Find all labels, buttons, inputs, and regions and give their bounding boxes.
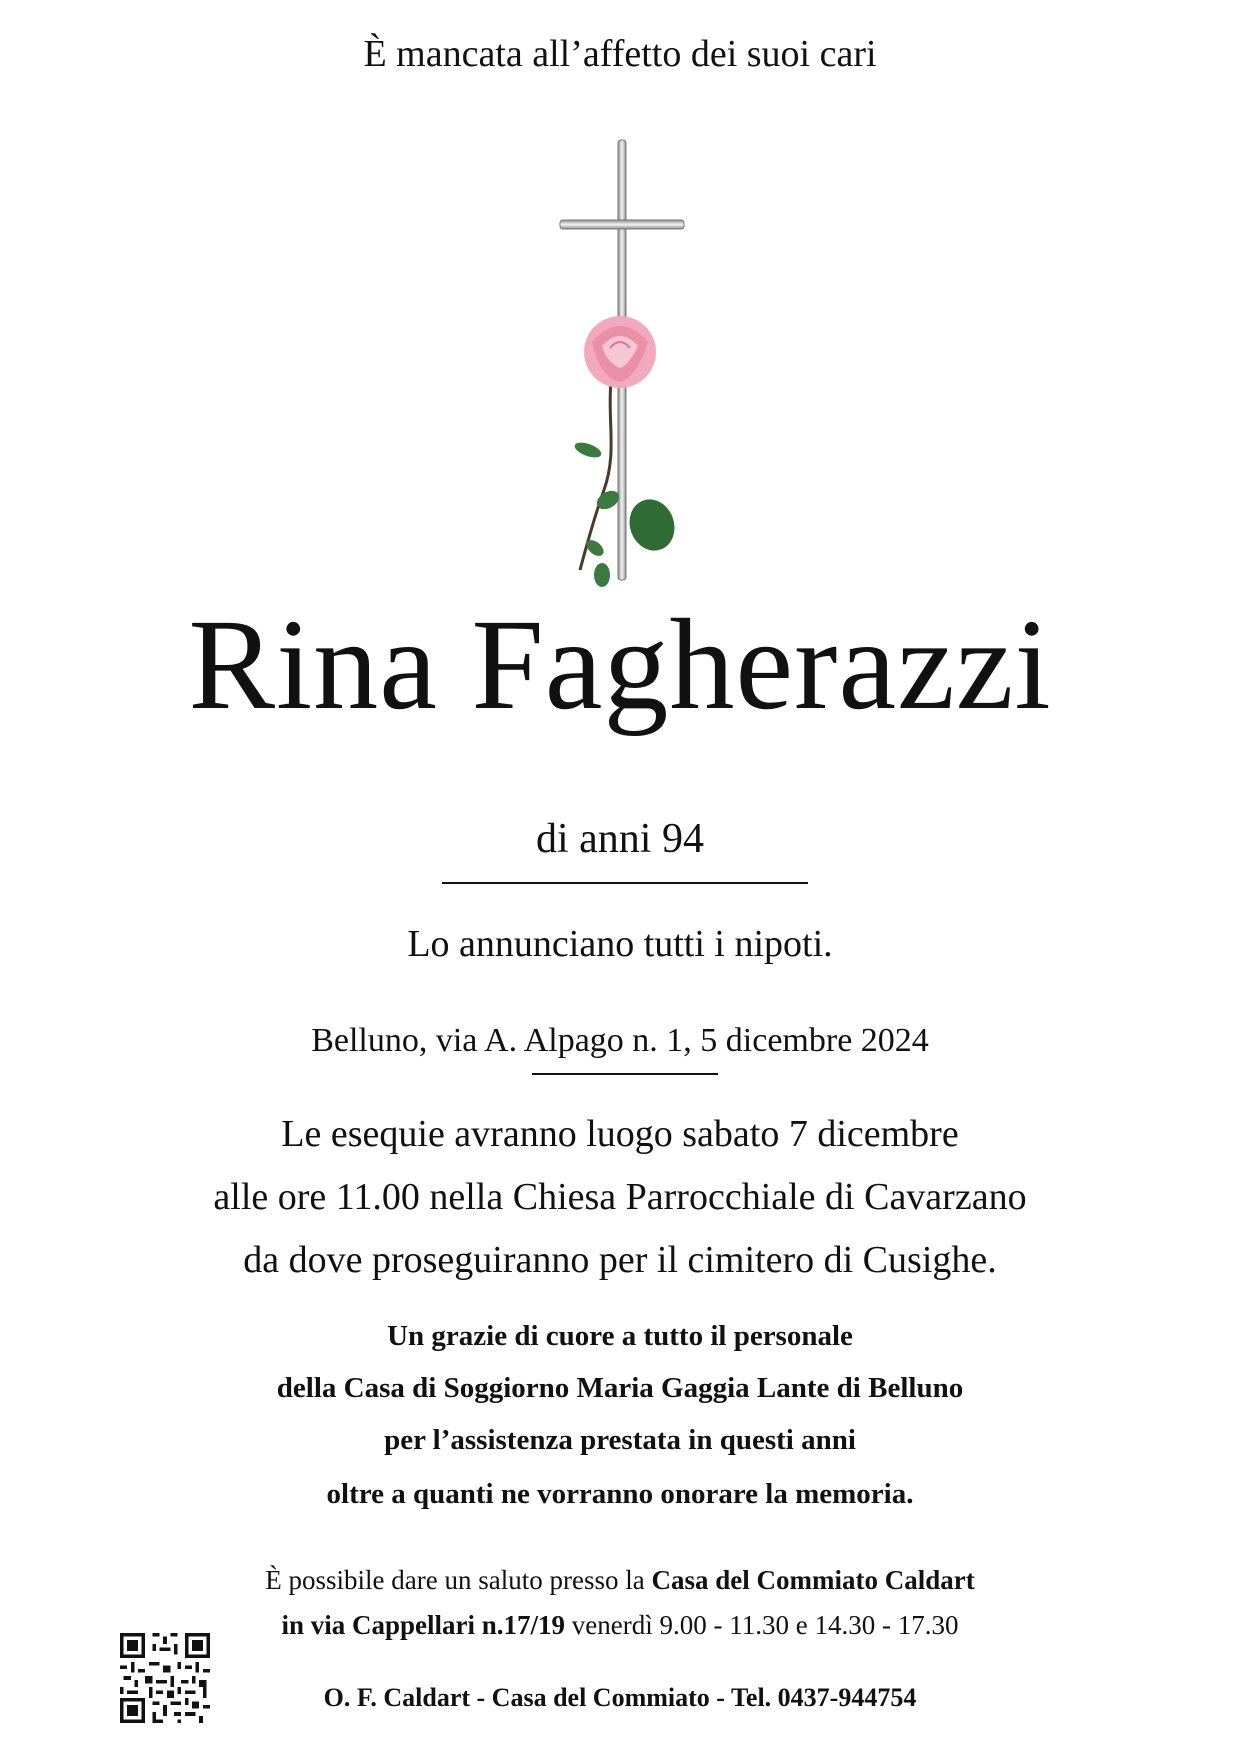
address-prefix: Belluno, via A. [311, 1022, 524, 1059]
thanks-line: Un grazie di cuore a tutto il personale [387, 1320, 853, 1352]
visit-hours: venerdì 9.00 - 11.30 e 14.30 - 17.30 [565, 1610, 959, 1640]
thanks-line: per l’assistenza prestata in questi anni [384, 1424, 856, 1456]
deceased-name: Rina Fagherazzi [188, 593, 1052, 737]
address-underline [532, 1073, 718, 1075]
cross-with-rose-icon [540, 120, 710, 600]
rose-icon [573, 316, 682, 587]
visit-text: È possibile dare un saluto presso la [265, 1565, 652, 1595]
funeral-line: da dove proseguiranno per il cimitero di Cusighe. [243, 1239, 997, 1281]
footer-contact: O. F. Caldart - Casa del Commiato - Tel. 0437-944754 [323, 1683, 917, 1712]
visit-line [0, 1565, 1240, 1596]
announcement: Lo annunciano tutti i nipoti. [407, 923, 833, 965]
intro-line: È mancata all’affetto dei suoi cari [363, 33, 877, 75]
funeral-home-name: Casa del Commiato Caldart [651, 1565, 975, 1595]
funeral-line: alle ore 11.00 nella Chiesa Parrocchiale di Cavarzano [213, 1176, 1027, 1218]
notice-date: 5 dicembre 2024 [700, 1022, 929, 1059]
funeral-line: Le esequie avranno luogo sabato 7 dicembre [281, 1113, 959, 1155]
age-line: di anni 94 [536, 816, 704, 862]
divider [442, 882, 808, 884]
thanks-line: oltre a quanti ne vorranno onorare la memoria. [326, 1478, 914, 1510]
funeral-home-address: in via Cappellari n.17/19 [281, 1610, 566, 1640]
address-street: Alpago n. 1, [523, 1022, 701, 1059]
thanks-line: della Casa di Soggiorno Maria Gaggia Lante di Belluno [276, 1372, 964, 1404]
address-date-line [0, 1022, 1240, 1060]
